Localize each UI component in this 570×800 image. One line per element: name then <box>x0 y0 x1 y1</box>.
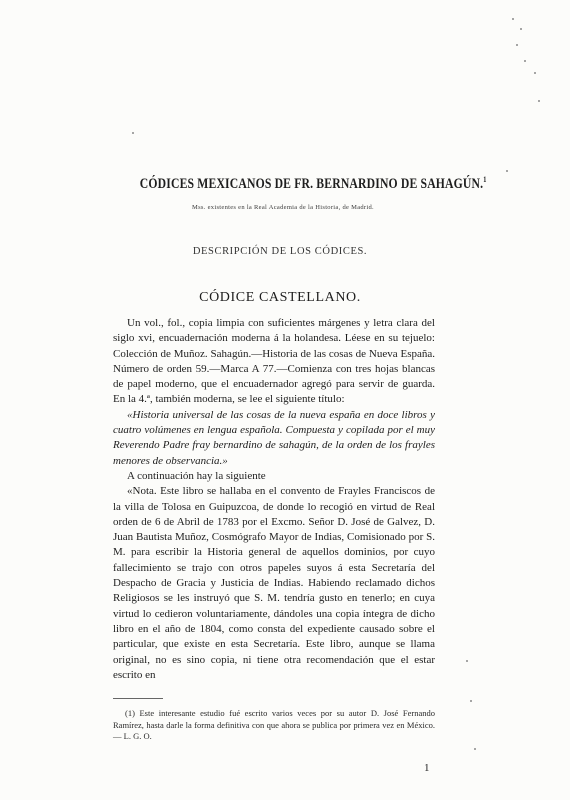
section-heading: DESCRIPCIÓN DE LOS CÓDICES. <box>192 246 368 257</box>
page-number: 1 <box>424 762 430 774</box>
footnote-divider <box>113 698 163 699</box>
title-note-marker: 1 <box>483 175 487 184</box>
codex-heading: CÓDICE CASTELLANO. <box>199 290 361 305</box>
title-text: CÓDICES MEXICANOS DE FR. BERNARDINO DE SAHAGÚN. <box>139 176 484 192</box>
body-text <box>113 316 435 683</box>
footnote: (1) Este interesante estudio fué escrito varios veces por su autor D. José Fernando Ramírez, hasta darle la forma definitiva con que ahora se publica por primera vez en México. — L. G. O. <box>113 708 435 741</box>
paragraph-note: «Nota. Este libro se hallaba en el convento de Frayles Franciscos de la villa de Tolosa en Guipuzcoa, de donde lo recogió en virtud de Real orden de 6 de Abril de 1783 por el Excmo. Señor D. José de Galvez, D. Juan Bautista Muñoz, Cosmógrafo Mayor de Indias, Comisionado por S. M. para escribir la Historia general de aquellos dominios, por cuyo fallecimiento se trajo con otros papeles suyos á esta Secretaría del Despacho de Gracia y Justicia de Indias. Habiendo reclamado dichos Religiosos se les instruyó que S. M. tendría gusto en tenerlo; en cuya virtud lo cedieron voluntariamente, dándoles una copia íntegra de dicho libro en el año de 1804, como consta del expediente causado sobre el particular, que existe en esta Secretaría. Este libro, aunque se llama original, no es sino copia, ni tiene otra recomendación que el estar escrito en <box>113 485 435 681</box>
paragraph-continuation: A continuación hay la siguiente <box>127 469 266 482</box>
document-title <box>139 175 487 193</box>
paragraph-quoted-title: «Historia universal de las cosas de la nueva españa en doce libros y cuatro volúmenes en lengua española. Compuesta y copilada por el muy Reverendo Padre fray bernardino de sahagún, de la orden de los frayles menores de observancia.» <box>113 408 435 467</box>
paragraph-description: Un vol., fol., copia limpia con suficientes márgenes y letra clara del siglo xvi, encuadernación moderna á la holandesa. Léese en su tejuelo: Colección de Muñoz. Sahagún.—Historia de las cosas de Nueva España. Número de orden 59.—Marca A 77.—Comienza con tres hojas blancas de papel moderno, que el encuadernador agregó para servir de guarda. En la 4.ª, también moderna, se lee el siguiente título: <box>113 317 435 406</box>
document-subtitle: Mss. existentes en la Real Academia de la Historia, de Madrid. <box>192 204 374 211</box>
